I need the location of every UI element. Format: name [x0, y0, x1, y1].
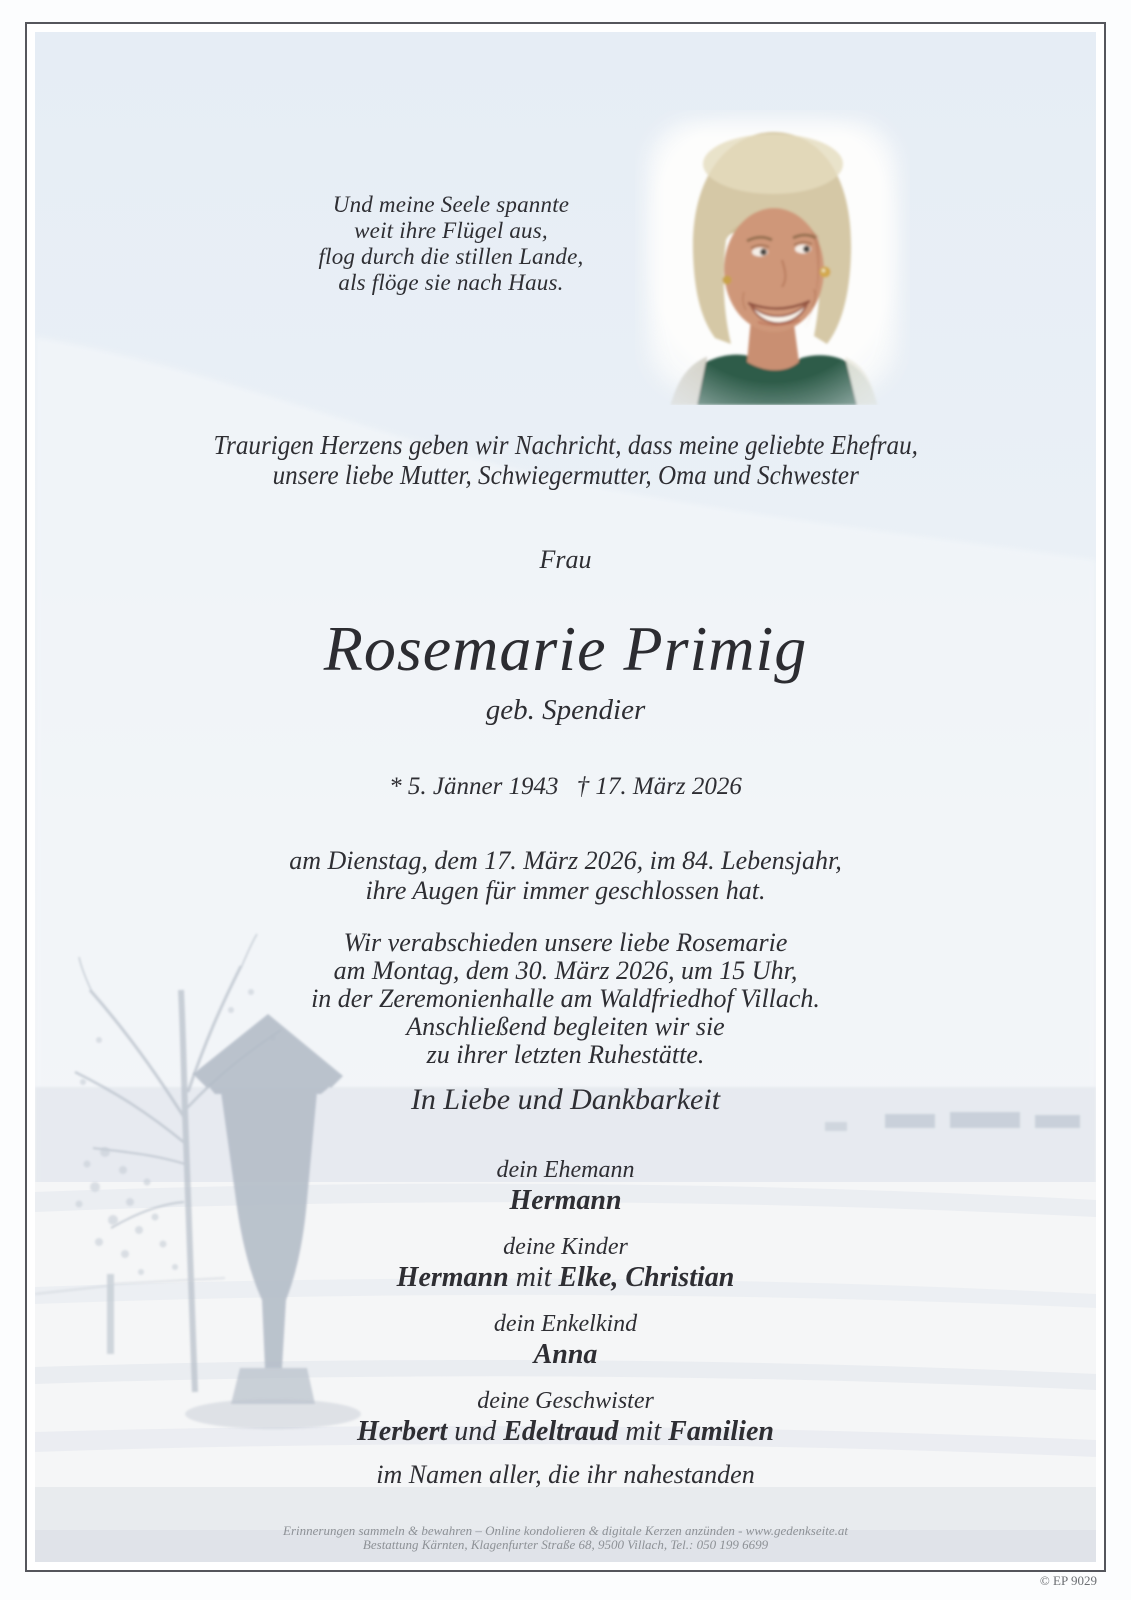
mourner-entry — [35, 1310, 1096, 1372]
name-connector: und — [447, 1416, 504, 1447]
mourner-name: Familien — [668, 1416, 774, 1447]
mourner-names — [35, 1338, 1096, 1372]
farewell-notice — [35, 929, 1096, 1069]
hair-highlight — [703, 134, 843, 194]
text-line: am Montag, dem 30. März 2026, um 15 Uhr, — [333, 956, 798, 985]
closing-phrase: In Liebe und Dankbarkeit — [410, 1083, 721, 1116]
announcement — [35, 430, 1096, 490]
mourners-list — [35, 1156, 1096, 1464]
mourner-relationship-label: deine Kinder — [503, 1234, 628, 1260]
text-line: in der Zeremonienhalle am Waldfriedhof Villach. — [311, 984, 820, 1013]
mourner-name: Anna — [533, 1339, 598, 1370]
deceased-name: Rosemarie Primig — [323, 613, 808, 684]
text-line: ihre Augen für immer geschlossen hat. — [365, 876, 766, 905]
text-line: Anschließend begleiten wir sie — [406, 1012, 725, 1041]
mourner-names — [35, 1261, 1096, 1295]
death-notice — [35, 846, 1096, 906]
text-line: Traurigen Herzens geben wir Nachricht, dass meine geliebte Ehefrau, — [213, 430, 918, 460]
text-line: zu ihrer letzten Ruhestätte. — [426, 1040, 705, 1069]
mourner-relationship-label: deine Geschwister — [477, 1388, 654, 1414]
footer-line-1: Erinnerungen sammeln & bewahren – Online kondolieren & digitale Kerzen anzünden - www.gedenkseite.at — [283, 1523, 848, 1538]
mourner-name: Elke, Christian — [558, 1262, 735, 1293]
mourner-names — [35, 1184, 1096, 1218]
mourner-name: Hermann — [396, 1262, 509, 1293]
text-line: flog durch die stillen Lande, — [318, 244, 584, 269]
text-line: am Dienstag, dem 17. März 2026, im 84. Lebensjahr, — [289, 846, 842, 875]
mourner-relationship-label: dein Ehemann — [496, 1157, 635, 1183]
name-connector: mit — [618, 1416, 669, 1447]
mourner-entry — [35, 1233, 1096, 1295]
funeral-home-footer — [35, 1524, 1096, 1552]
memorial-poem — [35, 192, 867, 296]
announcement-lines — [213, 430, 917, 490]
salutation: Frau — [539, 545, 592, 574]
name-connector: mit — [508, 1262, 559, 1293]
mourner-entry — [35, 1156, 1096, 1218]
text-line: Wir verabschieden unsere liebe Rosemarie — [343, 928, 788, 957]
text-line: Und meine Seele spannte — [332, 192, 570, 217]
in-name-of-all: im Namen aller, die ihr nahestanden — [376, 1460, 755, 1489]
life-dates — [35, 773, 1096, 801]
footer-line-2: Bestattung Kärnten, Klagenfurter Straße 68, 9500 Villach, Tel.: 050 199 6699 — [362, 1537, 769, 1552]
mourner-names — [35, 1415, 1096, 1449]
memorial-card — [25, 22, 1106, 1572]
mourner-entry — [35, 1387, 1096, 1449]
birth-date: * 5. Jänner 1943 — [389, 773, 559, 800]
death-date: † 17. März 2026 — [576, 773, 742, 800]
text-line: unsere liebe Mutter, Schwiegermutter, Oma und Schwester — [272, 460, 859, 490]
maiden-name: geb. Spendier — [485, 694, 646, 726]
mourner-name: Herbert — [357, 1416, 448, 1447]
text-line: als flöge sie nach Haus. — [338, 270, 564, 295]
text-line: weit ihre Flügel aus, — [354, 218, 548, 243]
mourner-relationship-label: dein Enkelkind — [493, 1311, 638, 1337]
mourner-name: Hermann — [509, 1185, 622, 1216]
card-scene — [35, 32, 1096, 1562]
print-code: © EP 9029 — [1039, 1573, 1097, 1588]
mourner-name: Edeltraud — [503, 1416, 619, 1447]
